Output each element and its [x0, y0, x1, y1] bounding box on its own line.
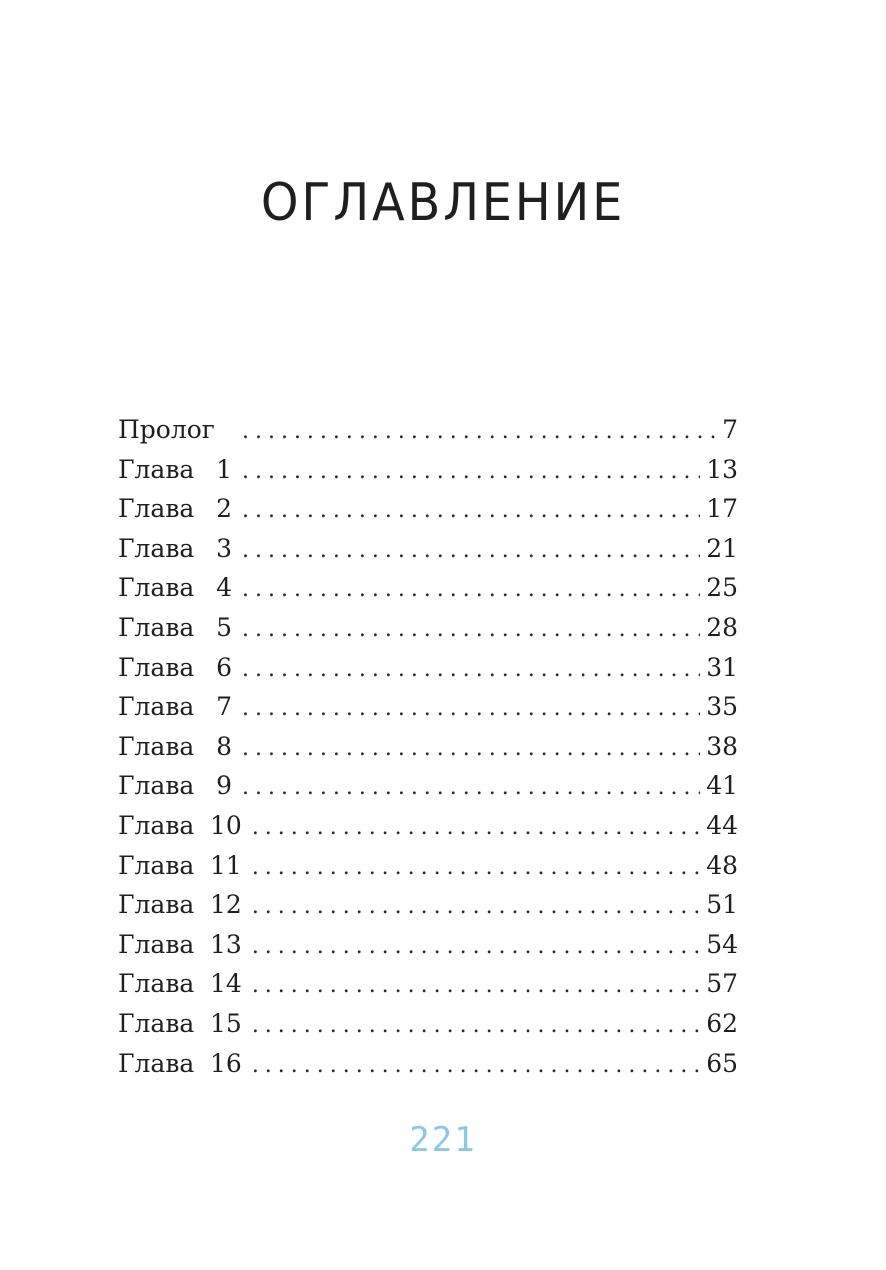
toc-entry-number: 13: [210, 929, 242, 959]
toc-entry-label: [118, 925, 242, 965]
toc-page-number: 13: [706, 454, 738, 484]
toc-entry-chapter-13[interactable]: [118, 925, 738, 965]
toc-entry-chapter-2[interactable]: [118, 489, 738, 529]
toc-entry-prologue[interactable]: [118, 410, 738, 450]
dot-leader: [242, 570, 700, 610]
toc-entry-number: 2: [216, 494, 232, 524]
dot-leader: [242, 768, 700, 808]
toc-entry-word: Глава: [118, 731, 195, 761]
toc-entry-label: [118, 964, 242, 1004]
toc-entry-chapter-15[interactable]: [118, 1004, 738, 1044]
toc-entry-chapter-7[interactable]: [118, 687, 738, 727]
toc-page-number: 25: [706, 573, 738, 603]
toc-page-number: 44: [706, 810, 738, 840]
dot-leader: [242, 531, 700, 571]
dot-leader: [252, 808, 700, 848]
dot-leader: [242, 610, 700, 650]
toc-page-number: 54: [706, 929, 738, 959]
toc-entry-number: 8: [216, 731, 232, 761]
toc-entry-number: 10: [210, 810, 242, 840]
toc-entry-number: 7: [216, 692, 232, 722]
dot-leader: [252, 1046, 700, 1086]
toc-entry-chapter-9[interactable]: [118, 766, 738, 806]
toc-entry-chapter-16[interactable]: [118, 1044, 738, 1084]
toc-page-number: 31: [706, 652, 738, 682]
toc-entry-word: Глава: [118, 533, 195, 563]
toc-entry-chapter-1[interactable]: [118, 450, 738, 490]
toc-entry-label: [118, 885, 242, 925]
toc-page-number: 7: [722, 415, 738, 444]
toc-entry-label: [118, 766, 232, 806]
toc-entry-word: Глава: [118, 454, 195, 484]
toc-entry-number: 5: [216, 612, 232, 642]
toc-entry-label: [118, 806, 242, 846]
toc-entry-word: Глава: [118, 771, 195, 801]
toc-entry-label: [118, 608, 232, 648]
toc-entry-label: [118, 1004, 242, 1044]
toc-entry-chapter-8[interactable]: [118, 727, 738, 767]
toc-entry-number: 4: [216, 573, 232, 603]
toc-entry-chapter-14[interactable]: [118, 964, 738, 1004]
toc-entry-word: Глава: [118, 494, 195, 524]
toc-page-number: 51: [706, 890, 738, 920]
toc-entry-number: 14: [210, 969, 242, 999]
toc-entry-word: Глава: [118, 929, 195, 959]
dot-leader: [252, 848, 700, 888]
page-number-folio: 221: [409, 1120, 477, 1160]
toc-page-number: 41: [706, 771, 738, 801]
toc-entry-word: Глава: [118, 850, 195, 880]
toc-entry-number: 11: [210, 850, 242, 880]
toc-entry-number: 3: [216, 533, 232, 563]
toc-entry-word: Глава: [118, 1008, 195, 1038]
toc-page-number: 65: [706, 1048, 738, 1078]
page-title: ОГЛАВЛЕНИЕ: [260, 173, 626, 233]
toc-entry-word: Глава: [118, 969, 195, 999]
toc-page-number: 48: [706, 850, 738, 880]
toc-page-number: 35: [706, 692, 738, 722]
dot-leader: [242, 491, 700, 531]
toc-entry-number: 9: [216, 771, 232, 801]
toc-page-number: 17: [706, 494, 738, 524]
dot-leader: [242, 729, 700, 769]
toc-entry-chapter-4[interactable]: [118, 568, 738, 608]
toc-entry-chapter-11[interactable]: [118, 846, 738, 886]
toc-entry-label: [118, 648, 232, 688]
toc-page-number: 21: [706, 533, 738, 563]
toc-entry-word: Глава: [118, 573, 195, 603]
toc-entry-number: 12: [210, 890, 242, 920]
toc-entry-chapter-3[interactable]: [118, 529, 738, 569]
toc-entry-chapter-10[interactable]: [118, 806, 738, 846]
toc-page-number: 57: [706, 969, 738, 999]
toc-entry-label: [118, 410, 232, 450]
toc-entry-word: Глава: [118, 692, 195, 722]
dot-leader: [242, 412, 716, 452]
toc-entry-label: [118, 529, 232, 569]
toc-entry-number: 1: [216, 454, 232, 484]
toc-entry-label: [118, 568, 232, 608]
toc-page-number: 38: [706, 731, 738, 761]
dot-leader: [242, 650, 700, 690]
toc-entry-label: [118, 687, 232, 727]
toc-entry-label: [118, 450, 232, 490]
toc-entry-number: 15: [210, 1008, 242, 1038]
toc-entry-label: [118, 846, 242, 886]
dot-leader: [242, 452, 700, 492]
toc-entry-label: [118, 489, 232, 529]
toc-page-number: 62: [706, 1008, 738, 1038]
toc-entry-chapter-6[interactable]: [118, 648, 738, 688]
dot-leader: [242, 689, 700, 729]
toc-entry-number: 16: [210, 1048, 242, 1078]
toc-entry-chapter-5[interactable]: [118, 608, 738, 648]
dot-leader: [252, 1006, 700, 1046]
toc-entry-word: Пролог: [118, 415, 215, 444]
toc-entry-word: Глава: [118, 1048, 195, 1078]
toc-entry-word: Глава: [118, 612, 195, 642]
toc-page-number: 28: [706, 612, 738, 642]
toc-entry-number: 6: [216, 652, 232, 682]
dot-leader: [252, 927, 700, 967]
toc-entry-label: [118, 727, 232, 767]
toc-entry-word: Глава: [118, 810, 195, 840]
toc-entry-chapter-12[interactable]: [118, 885, 738, 925]
table-of-contents: [118, 410, 738, 1083]
dot-leader: [252, 887, 700, 927]
toc-entry-label: [118, 1044, 242, 1084]
toc-entry-word: Глава: [118, 890, 195, 920]
dot-leader: [252, 966, 700, 1006]
toc-entry-word: Глава: [118, 652, 195, 682]
